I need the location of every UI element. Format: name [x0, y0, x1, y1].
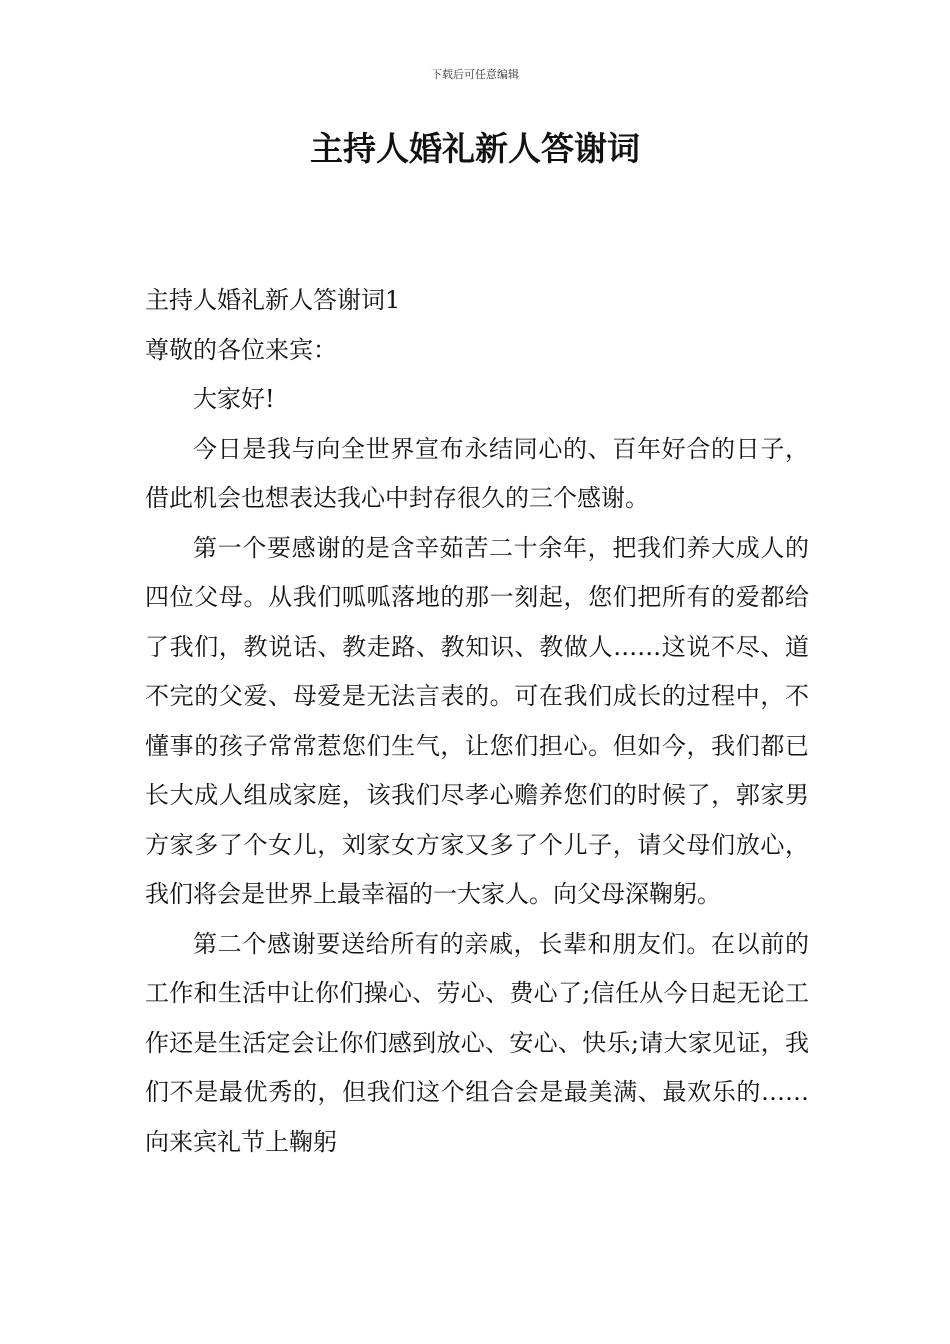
- salutation: 尊敬的各位来宾：: [145, 335, 337, 364]
- paragraph-greeting: 大家好!: [193, 385, 275, 413]
- document-title: 主持人婚礼新人答谢词: [310, 129, 640, 168]
- paragraph-thanks-parents: 第一个要感谢的是含辛茹苦二十余年，把我们养大成人的四位父母。从我们呱呱落地的那一刻起，您们把所有的爱都给了我们，教说话、教走路、教知识、教做人……这说不尽、道不完的父爱、母爱是无法言表的。可在我们成长的过程中，不懂事的孩子常常惹您们生气，让您们担心。但如今，我们都已长大成人组成家庭，该我们尽孝心赡养您们的时候了，郭家男方家多了个女儿，刘家女方家又多了个儿子，请父母们放心，我们将会是世界上最幸福的一大家人。向父母深鞠躬。: [145, 533, 809, 908]
- paragraph-intro: 今日是我与向全世界宣布永结同心的、百年好合的日子，借此机会也想表达我心中封存很久的三个感谢。: [145, 434, 809, 512]
- document-body: [145, 276, 809, 1167]
- paragraph-thanks-guests: 第二个感谢要送给所有的亲戚，长辈和朋友们。在以前的工作和生活中让你们操心、劳心、费心了;信任从今日起无论工作还是生活定会让你们感到放心、安心、快乐;请大家见证，我们不是最优秀的，但我们这个组合会是最美满、最欢乐的……向来宾礼节上鞠躬: [145, 929, 809, 1156]
- section-heading: 主持人婚礼新人答谢词1: [145, 286, 401, 314]
- header-note: 下载后可任意编辑: [431, 68, 519, 81]
